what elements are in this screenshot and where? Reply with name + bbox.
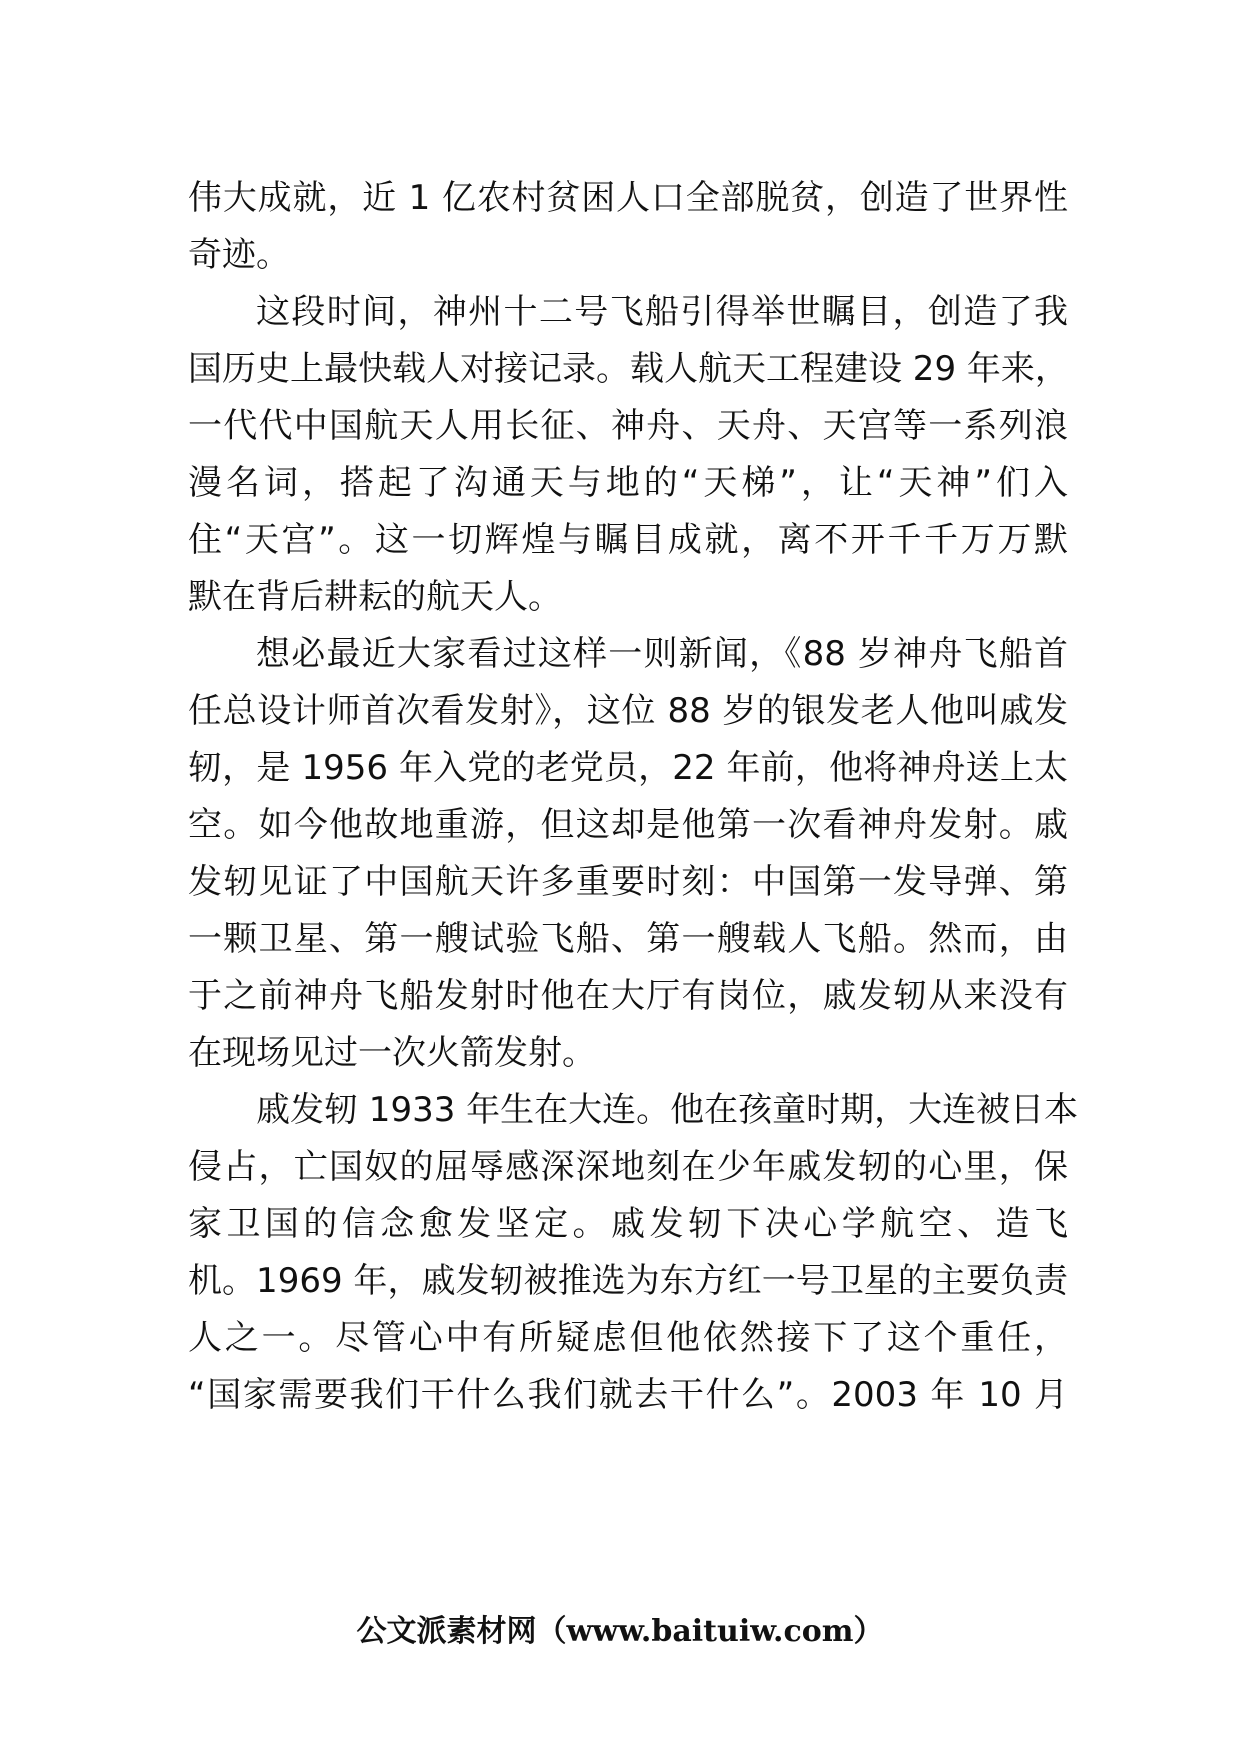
text-line-13: 发轫见证了中国航天许多重要时刻：中国第一发导弹、第 bbox=[188, 862, 1068, 902]
text-line-12: 空。如今他故地重游，但这却是他第一次看神舟发射。戚 bbox=[188, 805, 1068, 845]
text-line-1: 伟大成就，近 1 亿农村贫困人口全部脱贫，创造了世界性 bbox=[188, 178, 1068, 218]
text-line-14: 一颗卫星、第一艘试验飞船、第一艘载人飞船。然而，由 bbox=[188, 919, 1068, 959]
text-line-15: 于之前神舟飞船发射时他在大厅有岗位，戚发轫从来没有 bbox=[188, 976, 1068, 1016]
text-line-10: 任总设计师首次看发射》，这位 88 岁的银发老人他叫戚发 bbox=[188, 691, 1068, 731]
text-line-16: 在现场见过一次火箭发射。 bbox=[188, 1033, 596, 1073]
text-line-17: 戚发轫 1933 年生在大连。他在孩童时期，大连被日本 bbox=[256, 1090, 1079, 1130]
text-line-8: 默在背后耕耘的航天人。 bbox=[188, 577, 562, 617]
text-line-3: 这段时间，神州十二号飞船引得举世瞩目，创造了我 bbox=[256, 292, 1068, 332]
text-line-11: 轫，是 1956 年入党的老党员，22 年前，他将神舟送上太 bbox=[188, 748, 1068, 788]
text-line-6: 漫名词，搭起了沟通天与地的“天梯”，让“天神”们入 bbox=[188, 463, 1068, 503]
text-line-4: 国历史上最快载人对接记录。载人航天工程建设 29 年来， bbox=[188, 349, 1069, 389]
text-line-22: “国家需要我们干什么我们就去干什么”。2003 年 10 月 bbox=[188, 1375, 1068, 1415]
text-line-21: 人之一。尽管心中有所疑虑但他依然接下了这个重任， bbox=[188, 1318, 1068, 1358]
text-line-2: 奇迹。 bbox=[188, 235, 290, 275]
text-line-7: 住“天宫”。这一切辉煌与瞩目成就，离不开千千万万默 bbox=[188, 520, 1068, 560]
text-line-19: 家卫国的信念愈发坚定。戚发轫下决心学航空、造飞 bbox=[188, 1204, 1068, 1244]
footer-source-text: 公文派素材网（www.baituiw.com） bbox=[356, 1614, 884, 1649]
text-line-5: 一代代中国航天人用长征、神舟、天舟、天宫等一系列浪 bbox=[188, 406, 1068, 446]
text-line-18: 侵占，亡国奴的屈辱感深深地刻在少年戚发轫的心里，保 bbox=[188, 1147, 1068, 1187]
text-line-9: 想必最近大家看过这样一则新闻，《88 岁神舟飞船首 bbox=[256, 634, 1068, 674]
text-line-20: 机。1969 年，戚发轫被推选为东方红一号卫星的主要负责 bbox=[188, 1261, 1068, 1301]
